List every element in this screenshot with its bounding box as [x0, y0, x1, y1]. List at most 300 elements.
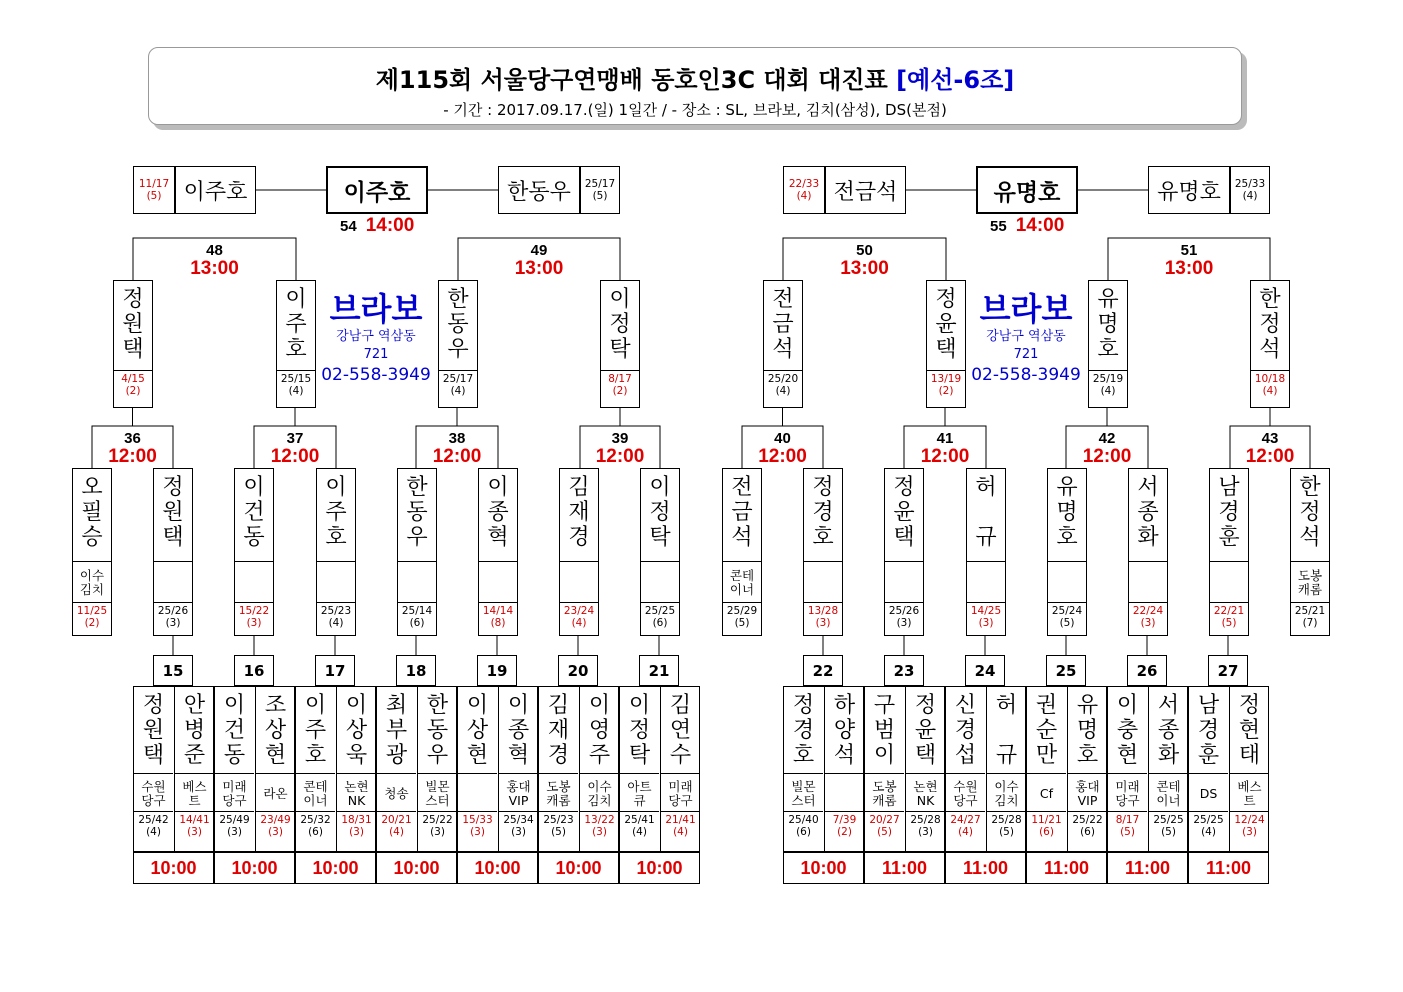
- score: 25/49 (3): [215, 811, 254, 851]
- player-name: [1129, 475, 1167, 550]
- name-char: 혁: [487, 525, 509, 550]
- club-name: [398, 561, 436, 603]
- round1-player: [619, 686, 659, 852]
- club-name: [560, 561, 598, 603]
- name-char: 정: [935, 287, 957, 312]
- venue-address: 강남구 역삼동: [336, 329, 416, 344]
- name-char: 석: [833, 743, 856, 768]
- round1-time: 11:00: [1188, 852, 1269, 884]
- semifinal-49-time: 13:00: [514, 258, 564, 279]
- name-char: 탁: [649, 525, 671, 550]
- name-char: 화: [1137, 525, 1159, 550]
- final-player-a-score: 11/17 (5): [133, 166, 175, 214]
- name-char: 한: [1299, 475, 1321, 500]
- name-char: 경: [547, 743, 570, 768]
- name-char: 전: [772, 287, 794, 312]
- name-char: 택: [914, 743, 937, 768]
- round1-player: [660, 686, 700, 852]
- venue-address-number: 721: [1013, 347, 1039, 362]
- name-char: 이: [628, 693, 651, 718]
- club-name: 홍대 VIP: [499, 773, 538, 813]
- player-name: [723, 475, 761, 550]
- round1-time: 10:00: [133, 852, 214, 884]
- score: 13/28 (3): [804, 602, 842, 635]
- round1-number-box: 16: [234, 655, 274, 686]
- name-char: 순: [1035, 718, 1058, 743]
- name-char: 정: [122, 287, 144, 312]
- round2-player: [722, 468, 762, 636]
- name-char: 승: [81, 525, 103, 550]
- club-name: 청송: [377, 773, 416, 813]
- score: 22/21 (5): [1210, 602, 1248, 635]
- player-name: [418, 693, 457, 768]
- player-name: [114, 287, 152, 362]
- round1-player: [1107, 686, 1147, 852]
- name-char: 유: [1097, 287, 1119, 312]
- club-name: 도봉 캐롬: [865, 773, 904, 813]
- name-char: 주: [285, 312, 307, 337]
- round1-player: [255, 686, 295, 852]
- player-name: [458, 693, 497, 768]
- player-name: [967, 475, 1005, 550]
- quarterfinal-player: [763, 280, 803, 408]
- name-char: 호: [304, 743, 327, 768]
- name-char: 주: [304, 718, 327, 743]
- club-name: 논현 NK: [906, 773, 945, 813]
- score: 15/33 (3): [458, 811, 497, 851]
- player-name: [560, 475, 598, 550]
- name-char: 남: [1218, 475, 1240, 500]
- player-name: [764, 287, 802, 362]
- name-char: 안: [183, 693, 206, 718]
- final-number: 55: [990, 218, 1007, 235]
- name-char: 석: [1299, 525, 1321, 550]
- name-char: 이: [345, 693, 368, 718]
- name-char: 김: [669, 693, 692, 718]
- score: 11/25 (2): [73, 602, 111, 635]
- name-char: 필: [81, 500, 103, 525]
- round1-number-box: 15: [153, 655, 193, 686]
- score: 15/22 (3): [235, 602, 273, 635]
- round1-player: [1026, 686, 1066, 852]
- quarterfinal-player: [276, 280, 316, 408]
- venue-name: 브라보: [979, 290, 1073, 328]
- venue-info: [971, 290, 1081, 386]
- name-char: 택: [893, 525, 915, 550]
- score: 20/27 (5): [865, 811, 904, 851]
- club-name: 콘테 이너: [296, 773, 335, 813]
- round1-time: 10:00: [295, 852, 376, 884]
- round1-player: [1229, 686, 1269, 852]
- player-name: [134, 693, 173, 768]
- name-char: 주: [588, 743, 611, 768]
- name-char: 탁: [628, 743, 651, 768]
- club-name: [1210, 561, 1248, 603]
- score: 22/24 (3): [1129, 602, 1167, 635]
- round1-player: [824, 686, 864, 852]
- name-char: 동: [406, 500, 428, 525]
- name-char: 이: [223, 693, 246, 718]
- quarterfinal-player: [926, 280, 966, 408]
- venue-name: 브라보: [329, 290, 423, 328]
- round2-38-number: 38: [448, 430, 466, 447]
- name-char: 이: [1116, 693, 1139, 718]
- score: 4/15 (2): [114, 370, 152, 407]
- name-char: 경: [1218, 500, 1240, 525]
- player-name: [580, 693, 619, 768]
- round2-37-number: 37: [286, 430, 304, 447]
- round1-number-box: 26: [1127, 655, 1167, 686]
- name-char: 김: [568, 475, 590, 500]
- semifinal-48-time: 13:00: [190, 258, 239, 279]
- semifinal-50-number: 50: [856, 242, 873, 259]
- score: 25/28 (3): [906, 811, 945, 851]
- name-char: 광: [385, 743, 408, 768]
- round1-player: [336, 686, 376, 852]
- round2-41-time: 12:00: [920, 446, 970, 467]
- round2-player: [1047, 468, 1087, 636]
- round1-player: [783, 686, 823, 852]
- name-char: 영: [588, 718, 611, 743]
- player-name: [1210, 475, 1248, 550]
- round1-player: [295, 686, 335, 852]
- player-name: [1189, 693, 1228, 768]
- round1-number-box: 17: [315, 655, 355, 686]
- name-char: 금: [731, 500, 753, 525]
- name-char: 조: [264, 693, 287, 718]
- name-char: 상: [264, 718, 287, 743]
- club-name: 베스 트: [1230, 773, 1269, 813]
- round2-43-number: 43: [1261, 430, 1279, 447]
- name-char: 종: [1157, 718, 1180, 743]
- name-char: 재: [547, 718, 570, 743]
- player-name: [641, 475, 679, 550]
- score: 25/32 (6): [296, 811, 335, 851]
- club-name: [154, 561, 192, 603]
- player-name: [946, 693, 985, 768]
- player-name: [825, 693, 864, 768]
- round1-number-box: 25: [1046, 655, 1086, 686]
- club-name: 도봉 캐롬: [1291, 561, 1329, 603]
- club-name: [458, 773, 497, 813]
- player-name: [865, 693, 904, 768]
- player-name: [1027, 693, 1066, 768]
- name-char: 태: [1238, 743, 1261, 768]
- score: 25/29 (5): [723, 602, 761, 635]
- player-name: [1048, 475, 1086, 550]
- player-name: [175, 693, 214, 768]
- final-player-b: 유명호: [1148, 166, 1230, 214]
- round1-number-box: 18: [396, 655, 436, 686]
- club-name: [641, 561, 679, 603]
- player-name: [804, 475, 842, 550]
- club-name: [1048, 561, 1086, 603]
- club-name: 이수 김치: [987, 773, 1026, 813]
- final-winner: 유명호: [976, 166, 1078, 214]
- name-char: [975, 500, 997, 525]
- round1-player: [905, 686, 945, 852]
- club-name: [1129, 561, 1167, 603]
- final-time: 14:00: [1015, 215, 1065, 236]
- name-char: 부: [385, 718, 408, 743]
- player-name: [539, 693, 578, 768]
- round2-player: [1209, 468, 1249, 636]
- name-char: 원: [122, 312, 144, 337]
- club-name: [317, 561, 355, 603]
- name-char: 우: [447, 337, 469, 362]
- round1-player: [986, 686, 1026, 852]
- club-name: 콘테 이너: [723, 561, 761, 603]
- name-char: 이: [588, 693, 611, 718]
- club-name: 콘테 이너: [1149, 773, 1188, 813]
- name-char: 충: [1116, 718, 1139, 743]
- round1-player: [376, 686, 416, 852]
- round1-time: 11:00: [945, 852, 1026, 884]
- name-char: 호: [1076, 743, 1099, 768]
- final-player-b-score: 25/33 (4): [1230, 166, 1270, 214]
- round2-player: [72, 468, 112, 636]
- semifinal-49-number: 49: [530, 242, 548, 259]
- event-info: - 기간 : 2017.09.17.(일) 1일간 / - 장소 : SL, 브라보, 김치(삼성), DS(본점): [443, 101, 947, 119]
- player-name: [317, 475, 355, 550]
- club-name: 도봉 캐롬: [539, 773, 578, 813]
- round2-38-time: 12:00: [432, 446, 482, 467]
- score: 25/41 (4): [620, 811, 659, 851]
- name-char: 정: [1299, 500, 1321, 525]
- name-char: 원: [142, 718, 165, 743]
- name-char: 규: [995, 743, 1018, 768]
- name-char: 경: [812, 500, 834, 525]
- name-char: 이: [285, 287, 307, 312]
- name-char: 택: [935, 337, 957, 362]
- round1-time: 10:00: [457, 852, 538, 884]
- final-player-b: 한동우: [498, 166, 580, 214]
- name-char: 전: [731, 475, 753, 500]
- name-char: 상: [466, 718, 489, 743]
- round1-number-box: 20: [558, 655, 598, 686]
- club-name: [235, 561, 273, 603]
- round1-player: [174, 686, 214, 852]
- name-char: 호: [812, 525, 834, 550]
- score: 25/26 (3): [154, 602, 192, 635]
- name-char: [995, 718, 1017, 743]
- name-char: 우: [426, 743, 449, 768]
- name-char: 종: [487, 500, 509, 525]
- score: 25/19 (4): [1089, 370, 1127, 407]
- club-name: DS: [1189, 773, 1228, 813]
- score: 25/42 (4): [134, 811, 173, 851]
- name-char: 훈: [1218, 525, 1240, 550]
- final-player-a: 전금석: [825, 166, 906, 214]
- score: 21/41 (4): [661, 811, 700, 851]
- club-name: 논현 NK: [337, 773, 376, 813]
- score: 25/28 (5): [987, 811, 1026, 851]
- player-name: [398, 475, 436, 550]
- player-name: [235, 475, 273, 550]
- name-char: 상: [345, 718, 368, 743]
- name-char: 윤: [893, 500, 915, 525]
- name-char: 호: [1097, 337, 1119, 362]
- name-char: 남: [1197, 693, 1220, 718]
- name-char: 정: [914, 693, 937, 718]
- round1-player: [1148, 686, 1188, 852]
- name-char: 정: [893, 475, 915, 500]
- round1-number-box: 23: [884, 655, 924, 686]
- round2-player: [478, 468, 518, 636]
- round1-number-box: 19: [477, 655, 517, 686]
- name-char: 이: [466, 693, 489, 718]
- name-char: 명: [1097, 312, 1119, 337]
- name-char: 정: [792, 693, 815, 718]
- score: 8/17 (2): [601, 370, 639, 407]
- club-name: [885, 561, 923, 603]
- score: 10/18 (4): [1251, 370, 1289, 407]
- name-char: 허: [975, 475, 997, 500]
- name-char: 택: [142, 743, 165, 768]
- club-name: 수원 당구: [946, 773, 985, 813]
- name-char: 김: [547, 693, 570, 718]
- final-time: 14:00: [365, 215, 415, 236]
- name-char: 이: [873, 743, 896, 768]
- name-char: 건: [223, 718, 246, 743]
- name-char: 호: [792, 743, 815, 768]
- final-winner: 이주호: [326, 166, 428, 214]
- score: 23/24 (4): [560, 602, 598, 635]
- player-name: [337, 693, 376, 768]
- name-char: 이: [487, 475, 509, 500]
- score: 12/24 (3): [1230, 811, 1269, 851]
- round2-player: [640, 468, 680, 636]
- round2-40-time: 12:00: [758, 446, 807, 467]
- name-char: 윤: [935, 312, 957, 337]
- round1-player: [498, 686, 538, 852]
- round1-number-box: 27: [1208, 655, 1248, 686]
- score: 25/24 (5): [1048, 602, 1086, 635]
- name-char: 현: [264, 743, 287, 768]
- name-char: 탁: [609, 337, 631, 362]
- player-name: [661, 693, 700, 768]
- semifinal-51-number: 51: [1180, 242, 1198, 259]
- club-name: [967, 561, 1005, 603]
- name-char: 화: [1157, 743, 1180, 768]
- name-char: 이: [609, 287, 631, 312]
- round1-time: 10:00: [376, 852, 457, 884]
- name-char: 종: [1137, 500, 1159, 525]
- venue-phone: 02-558-3949: [971, 365, 1081, 385]
- player-name: [479, 475, 517, 550]
- player-name: [1251, 287, 1289, 362]
- quarterfinal-player: [113, 280, 153, 408]
- name-char: 정: [1259, 312, 1281, 337]
- name-char: 유: [1056, 475, 1078, 500]
- club-name: 빌몬 스터: [784, 773, 823, 813]
- club-name: [804, 561, 842, 603]
- club-name: 빌몬 스터: [418, 773, 457, 813]
- name-char: 이: [325, 475, 347, 500]
- player-name: [885, 475, 923, 550]
- name-char: 명: [1076, 718, 1099, 743]
- score: 25/25 (5): [1149, 811, 1188, 851]
- score: 25/40 (6): [784, 811, 823, 851]
- player-name: [620, 693, 659, 768]
- round2-39-time: 12:00: [595, 446, 645, 467]
- round2-player: [1290, 468, 1330, 636]
- name-char: 만: [1035, 743, 1058, 768]
- score: 13/22 (3): [580, 811, 619, 851]
- name-char: 현: [1116, 743, 1139, 768]
- name-char: 이: [304, 693, 327, 718]
- name-char: 이: [649, 475, 671, 500]
- player-name: [256, 693, 295, 768]
- name-char: 우: [406, 525, 428, 550]
- club-name: [825, 773, 864, 813]
- score: 14/25 (3): [967, 602, 1005, 635]
- club-name: Cf: [1027, 773, 1066, 813]
- name-char: 권: [1035, 693, 1058, 718]
- venue-info: [321, 290, 431, 386]
- round1-player: [214, 686, 254, 852]
- name-char: 석: [731, 525, 753, 550]
- round2-39-number: 39: [611, 430, 629, 447]
- name-char: 병: [183, 718, 206, 743]
- player-name: [499, 693, 538, 768]
- score: 7/39 (2): [825, 811, 864, 851]
- score: 25/15 (4): [277, 370, 315, 407]
- score: 25/22 (3): [418, 811, 457, 851]
- round1-time: 10:00: [214, 852, 295, 884]
- club-name: 라온: [256, 773, 295, 813]
- name-char: 정: [649, 500, 671, 525]
- score: 13/19 (2): [927, 370, 965, 407]
- semifinal-50-time: 13:00: [840, 258, 889, 279]
- round1-time: 10:00: [538, 852, 619, 884]
- name-char: 규: [975, 525, 997, 550]
- score: 25/21 (7): [1291, 602, 1329, 635]
- club-name: 미래 당구: [215, 773, 254, 813]
- player-name: [296, 693, 335, 768]
- name-char: 경: [568, 525, 590, 550]
- name-char: 석: [772, 337, 794, 362]
- player-name: [73, 475, 111, 550]
- name-char: 신: [954, 693, 977, 718]
- round1-player: [457, 686, 497, 852]
- name-char: 주: [325, 500, 347, 525]
- name-char: 이: [243, 475, 265, 500]
- name-char: 정: [812, 475, 834, 500]
- round2-43-time: 12:00: [1245, 446, 1295, 467]
- name-char: 정: [609, 312, 631, 337]
- quarterfinal-player: [438, 280, 478, 408]
- name-char: 한: [447, 287, 469, 312]
- round1-player: [1188, 686, 1228, 852]
- round1-number-box: 24: [965, 655, 1005, 686]
- score: 25/14 (6): [398, 602, 436, 635]
- name-char: 경: [954, 718, 977, 743]
- round2-40-number: 40: [774, 430, 791, 447]
- player-name: [215, 693, 254, 768]
- score: 14/14 (8): [479, 602, 517, 635]
- venue-address: 강남구 역삼동: [986, 329, 1066, 344]
- name-char: 한: [1259, 287, 1281, 312]
- name-char: 경: [1197, 718, 1220, 743]
- round1-time: 10:00: [619, 852, 700, 884]
- club-name: 이수 김치: [580, 773, 619, 813]
- club-name: 미래 당구: [1108, 773, 1147, 813]
- score: 25/17 (4): [439, 370, 477, 407]
- venue-address-number: 721: [363, 347, 389, 362]
- score: 24/27 (4): [946, 811, 985, 851]
- name-char: 호: [285, 337, 307, 362]
